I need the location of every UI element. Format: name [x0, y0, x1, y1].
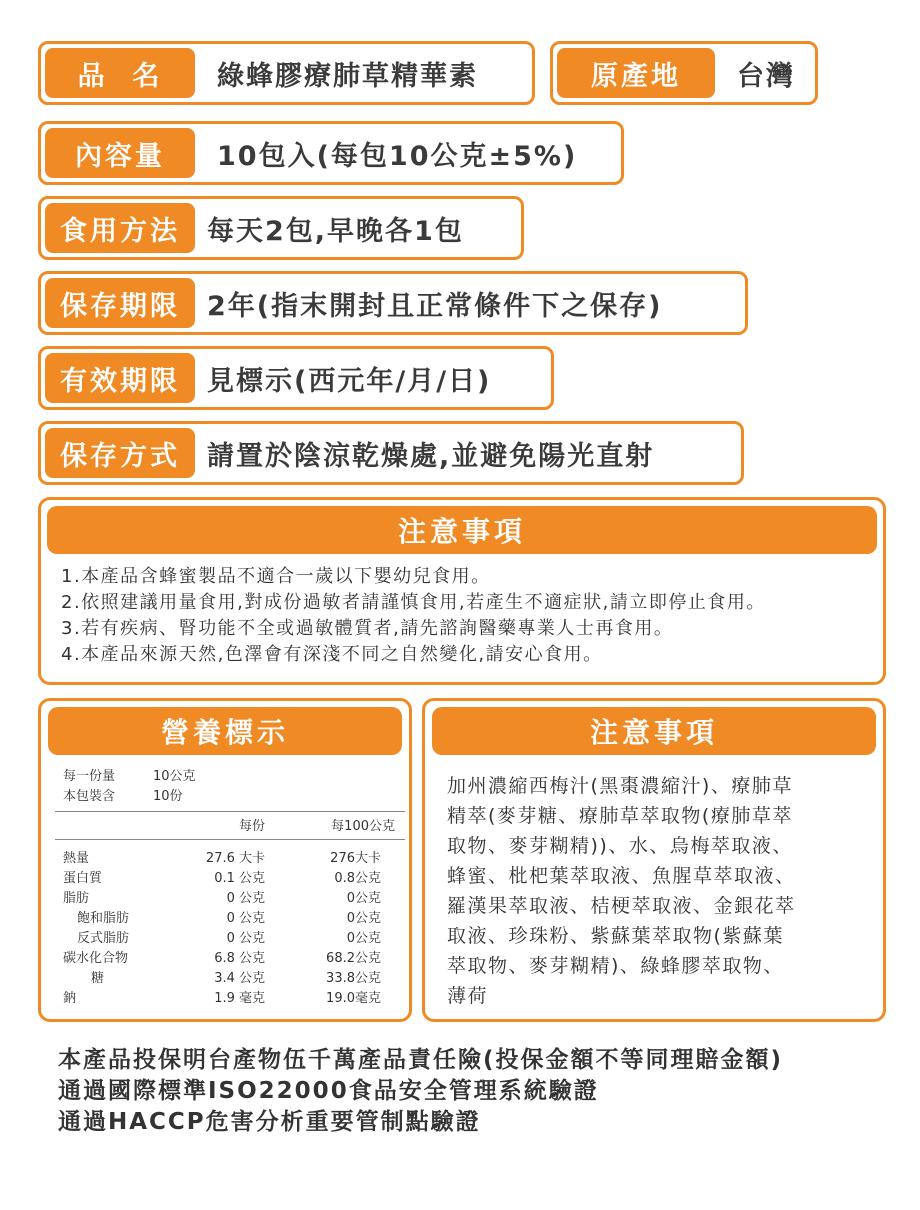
notice-list — [61, 564, 766, 668]
nutrition-title: 營養標示 — [48, 707, 402, 755]
origin-row — [550, 41, 818, 105]
ingredients-line: 蜂蜜、枇杷葉萃取液、魚腥草萃取液、 — [447, 865, 796, 887]
nutrient-per-serving: 3.4 公克 — [214, 971, 265, 986]
nutrient-per-100g: 0公克 — [346, 891, 381, 906]
nutrition-row — [63, 907, 405, 927]
nutrient-name: 碳水化合物 — [63, 951, 129, 966]
product-name-label: 品 名 — [45, 48, 195, 98]
nutrient-name: 糖 — [91, 971, 105, 986]
expiry-label: 有效期限 — [45, 353, 195, 403]
nutrient-per-serving: 0 公克 — [226, 891, 265, 906]
content-value: 10包入(每包10公克±5%) — [217, 140, 578, 172]
nutrition-row — [63, 867, 405, 887]
pack-label: 本包裝含 — [63, 789, 116, 804]
divider — [55, 839, 405, 840]
product-name-row — [38, 41, 535, 105]
nutrient-per-100g: 33.8公克 — [326, 971, 381, 986]
content-row — [38, 121, 624, 185]
serving-label: 每一份量 — [63, 769, 116, 784]
nutrition-row — [63, 947, 405, 967]
footer-line: 通過HACCP危害分析重要管制點驗證 — [58, 1109, 481, 1135]
notice-panel — [38, 497, 886, 685]
serving-value: 10公克 — [153, 769, 196, 784]
ingredients-line: 取物、麥芽糊精))、水、烏梅萃取液、 — [447, 835, 793, 857]
nutrient-per-serving: 1.9 毫克 — [214, 991, 265, 1006]
ingredients-line: 取液、珍珠粉、紫蘇葉萃取物(紫蘇葉 — [447, 925, 784, 947]
ingredients-line: 羅漢果萃取液、桔梗萃取液、金銀花萃 — [447, 895, 796, 917]
ingredients-line: 精萃(麥芽糖、療肺草萃取物(療肺草萃 — [447, 805, 793, 827]
nutrient-name: 脂肪 — [63, 891, 90, 906]
ingredients-line: 加州濃縮西梅汁(黑棗濃縮汁)、療肺草 — [447, 775, 793, 797]
nutrition-row — [63, 967, 405, 987]
pack-value: 10份 — [153, 789, 183, 804]
nutrition-panel — [38, 698, 412, 1022]
notice-item: 1.本產品含蜂蜜製品不適合一歲以下嬰幼兒食用。 — [61, 566, 491, 587]
usage-label: 食用方法 — [45, 203, 195, 253]
nutrient-name: 飽和脂肪 — [77, 911, 130, 926]
nutrition-row — [63, 927, 405, 947]
divider — [55, 811, 405, 812]
nutrient-per-100g: 276大卡 — [330, 851, 381, 866]
footer-line: 本產品投保明台產物伍千萬產品責任險(投保金額不等同理賠金額) — [58, 1047, 784, 1073]
nutrition-table — [63, 765, 405, 1007]
nutrient-per-serving: 0.1 公克 — [214, 871, 265, 886]
nutrient-name: 鈉 — [63, 991, 77, 1006]
nutrient-per-100g: 0公克 — [346, 931, 381, 946]
ingredients-panel — [422, 698, 886, 1022]
expiry-value: 見標示(西元年/月/日) — [207, 365, 492, 397]
nutrient-name: 熱量 — [63, 851, 90, 866]
col-per-100g: 每100公克 — [331, 819, 395, 834]
shelf-life-value: 2年(指末開封且正常條件下之保存) — [207, 290, 663, 322]
storage-label: 保存方式 — [45, 428, 195, 478]
ingredients-text — [447, 771, 857, 1011]
origin-value: 台灣 — [737, 60, 795, 92]
footer-certifications — [58, 1045, 783, 1138]
expiry-row — [38, 346, 554, 410]
origin-label: 原產地 — [557, 48, 715, 98]
notice-item: 3.若有疾病、腎功能不全或過敏體質者,請先諮詢醫藥專業人士再食用。 — [61, 618, 674, 639]
notice-item: 2.依照建議用量食用,對成份過敏者請謹慎食用,若產生不適症狀,請立即停止食用。 — [61, 592, 766, 613]
nutrition-row — [63, 887, 405, 907]
nutrient-name: 反式脂肪 — [77, 931, 130, 946]
shelf-life-label: 保存期限 — [45, 278, 195, 328]
product-name-value: 綠蜂膠療肺草精華素 — [217, 60, 478, 92]
nutrient-per-serving: 27.6 大卡 — [205, 851, 265, 866]
nutrient-per-serving: 0 公克 — [226, 931, 265, 946]
ingredients-line: 薄荷 — [447, 985, 489, 1007]
usage-value: 每天2包,早晚各1包 — [207, 215, 464, 247]
notice-item: 4.本產品來源天然,色澤會有深淺不同之自然變化,請安心食用。 — [61, 644, 603, 665]
footer-line: 通過國際標準ISO22000食品安全管理系統驗證 — [58, 1078, 599, 1104]
storage-value: 請置於陰涼乾燥處,並避免陽光直射 — [207, 440, 655, 472]
nutrient-name: 蛋白質 — [63, 871, 103, 886]
content-label: 內容量 — [45, 128, 195, 178]
shelf-life-row — [38, 271, 748, 335]
notice-title: 注意事項 — [47, 506, 877, 554]
col-per-serving: 每份 — [238, 819, 265, 834]
usage-row — [38, 196, 524, 260]
nutrient-per-100g: 68.2公克 — [326, 951, 381, 966]
nutrition-row — [63, 847, 405, 867]
nutrient-per-100g: 0公克 — [346, 911, 381, 926]
ingredients-title: 注意事項 — [432, 707, 876, 755]
nutrient-per-serving: 0 公克 — [226, 911, 265, 926]
ingredients-line: 萃取物、麥芽糊精)、綠蜂膠萃取物、 — [447, 955, 784, 977]
storage-row — [38, 421, 744, 485]
nutrient-per-100g: 19.0毫克 — [326, 991, 381, 1006]
nutrient-per-serving: 6.8 公克 — [214, 951, 265, 966]
nutrient-per-100g: 0.8公克 — [334, 871, 381, 886]
nutrition-row — [63, 987, 405, 1007]
